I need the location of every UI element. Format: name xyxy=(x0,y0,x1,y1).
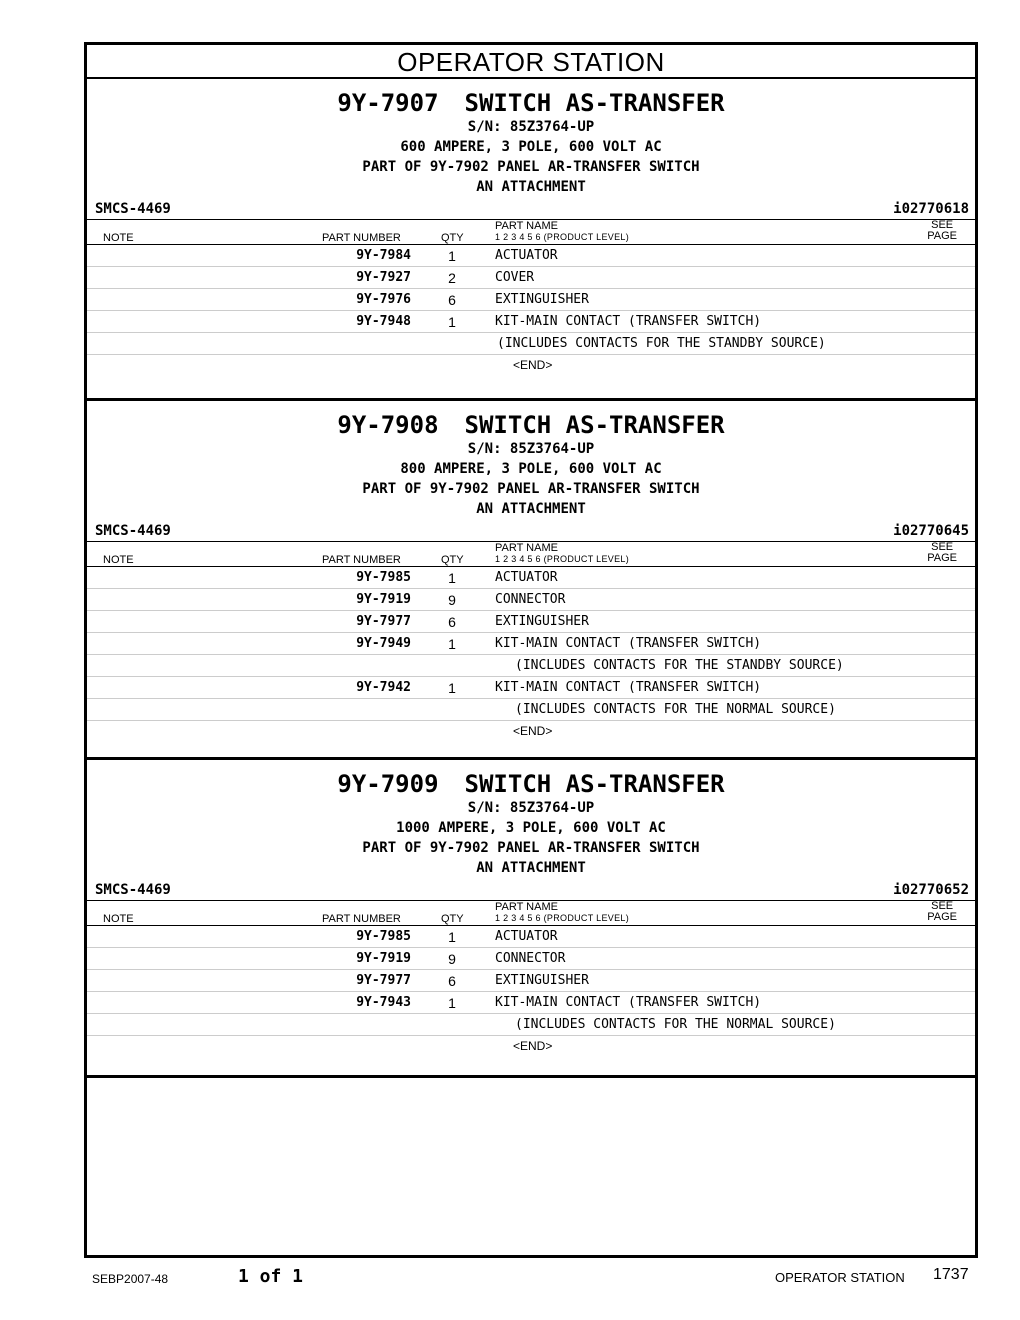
quantity: 1 xyxy=(448,314,456,330)
col-see-page xyxy=(927,220,957,242)
col-qty: QTY xyxy=(441,232,464,244)
end-marker: <END> xyxy=(513,358,553,372)
table-row xyxy=(87,567,975,589)
assembly-name: SWITCH AS-TRANSFER xyxy=(464,411,725,439)
col-part-name: PART NAME xyxy=(495,542,558,554)
part-name: CONNECTOR xyxy=(495,951,566,966)
col-part-name: PART NAME xyxy=(495,901,558,913)
section-header xyxy=(87,411,975,519)
quantity: 2 xyxy=(448,270,456,286)
quantity: 1 xyxy=(448,636,456,652)
part-name: KIT-MAIN CONTACT (TRANSFER SWITCH) xyxy=(495,314,762,329)
part-section xyxy=(87,79,975,401)
part-number: 9Y-7984 xyxy=(356,248,411,263)
part-name: EXTINGUISHER xyxy=(495,973,589,988)
table-row xyxy=(87,970,975,992)
quantity: 1 xyxy=(448,570,456,586)
quantity: 6 xyxy=(448,973,456,989)
assembly-part-number: 9Y-7909 xyxy=(337,770,439,798)
col-page: PAGE xyxy=(927,552,957,564)
col-see-page xyxy=(927,901,957,923)
part-number: 9Y-7927 xyxy=(356,270,411,285)
table-row xyxy=(87,677,975,699)
table-row xyxy=(87,1014,975,1036)
col-product-level: 1 2 3 4 5 6 (PRODUCT LEVEL) xyxy=(495,554,629,564)
table-row xyxy=(87,267,975,289)
col-note: NOTE xyxy=(103,913,134,925)
section-header xyxy=(87,89,975,197)
table-row xyxy=(87,992,975,1014)
serial-number: S/N: 85Z3764-UP xyxy=(467,800,595,816)
part-name: EXTINGUISHER xyxy=(495,292,589,307)
part-number: 9Y-7942 xyxy=(356,680,411,695)
col-page: PAGE xyxy=(927,230,957,242)
attachment: AN ATTACHMENT xyxy=(476,501,586,517)
table-row xyxy=(87,245,975,267)
section-title xyxy=(87,770,975,798)
section-title xyxy=(87,411,975,439)
assembly-part-number: 9Y-7907 xyxy=(337,89,439,117)
col-see: SEE xyxy=(931,900,954,912)
smcs-code: SMCS-4469 xyxy=(95,882,171,898)
quantity: 9 xyxy=(448,951,456,967)
table-row xyxy=(87,289,975,311)
col-page: PAGE xyxy=(927,911,957,923)
table-row xyxy=(87,948,975,970)
quantity: 1 xyxy=(448,248,456,264)
section-meta xyxy=(87,880,975,901)
quantity: 9 xyxy=(448,592,456,608)
col-part-number: PART NUMBER xyxy=(322,913,401,925)
quantity: 1 xyxy=(448,680,456,696)
table-row xyxy=(87,333,975,355)
part-number: 9Y-7977 xyxy=(356,973,411,988)
col-see: SEE xyxy=(931,219,954,231)
part-of: PART OF 9Y-7902 PANEL AR-TRANSFER SWITCH xyxy=(362,159,700,175)
attachment: AN ATTACHMENT xyxy=(476,860,586,876)
rating: 600 AMPERE, 3 POLE, 600 VOLT AC xyxy=(400,139,662,155)
section-meta xyxy=(87,521,975,542)
image-ref: i02770652 xyxy=(893,882,969,898)
assembly-name: SWITCH AS-TRANSFER xyxy=(464,770,725,798)
quantity: 6 xyxy=(448,292,456,308)
section-title xyxy=(87,89,975,117)
end-marker: <END> xyxy=(513,1039,553,1053)
part-name: CONNECTOR xyxy=(495,592,566,607)
col-part-number: PART NUMBER xyxy=(322,232,401,244)
table-row xyxy=(87,589,975,611)
section-header xyxy=(87,770,975,878)
part-section xyxy=(87,760,975,1078)
quantity: 1 xyxy=(448,995,456,1011)
part-name: ACTUATOR xyxy=(495,929,558,944)
part-number: 9Y-7985 xyxy=(356,929,411,944)
part-section xyxy=(87,401,975,760)
part-number: 9Y-7976 xyxy=(356,292,411,307)
table-row xyxy=(87,311,975,333)
rating: 800 AMPERE, 3 POLE, 600 VOLT AC xyxy=(400,461,662,477)
part-name-note: (INCLUDES CONTACTS FOR THE STANDBY SOURCE) xyxy=(497,336,826,351)
part-number: 9Y-7985 xyxy=(356,570,411,585)
column-header xyxy=(87,220,975,245)
page-footer xyxy=(0,1266,1020,1290)
part-number: 9Y-7948 xyxy=(356,314,411,329)
table-row xyxy=(87,926,975,948)
col-note: NOTE xyxy=(103,554,134,566)
col-product-level: 1 2 3 4 5 6 (PRODUCT LEVEL) xyxy=(495,913,629,923)
attachment: AN ATTACHMENT xyxy=(476,179,586,195)
serial-number: S/N: 85Z3764-UP xyxy=(467,119,595,135)
footer-section: OPERATOR STATION xyxy=(775,1270,905,1285)
col-product-level: 1 2 3 4 5 6 (PRODUCT LEVEL) xyxy=(495,232,629,242)
part-number: 9Y-7919 xyxy=(356,592,411,607)
image-ref: i02770645 xyxy=(893,523,969,539)
part-name: EXTINGUISHER xyxy=(495,614,589,629)
page-of: 1 of 1 xyxy=(238,1266,304,1287)
col-part-number: PART NUMBER xyxy=(322,554,401,566)
part-name-note: (INCLUDES CONTACTS FOR THE STANDBY SOURCE) xyxy=(515,658,844,673)
part-number: 9Y-7943 xyxy=(356,995,411,1010)
table-row xyxy=(87,721,975,742)
document-frame xyxy=(84,42,978,1258)
table-row xyxy=(87,655,975,677)
part-of: PART OF 9Y-7902 PANEL AR-TRANSFER SWITCH xyxy=(362,481,700,497)
part-name: COVER xyxy=(495,270,535,285)
part-name: ACTUATOR xyxy=(495,248,558,263)
part-name: KIT-MAIN CONTACT (TRANSFER SWITCH) xyxy=(495,680,762,695)
col-qty: QTY xyxy=(441,554,464,566)
col-qty: QTY xyxy=(441,913,464,925)
part-name-note: (INCLUDES CONTACTS FOR THE NORMAL SOURCE) xyxy=(515,702,836,717)
section-meta xyxy=(87,199,975,220)
col-part-name: PART NAME xyxy=(495,220,558,232)
part-number: 9Y-7949 xyxy=(356,636,411,651)
table-row xyxy=(87,633,975,655)
part-name: KIT-MAIN CONTACT (TRANSFER SWITCH) xyxy=(495,636,762,651)
document-id: SEBP2007-48 xyxy=(92,1272,169,1286)
end-marker: <END> xyxy=(513,724,553,738)
table-row xyxy=(87,1036,975,1057)
quantity: 1 xyxy=(448,929,456,945)
col-see: SEE xyxy=(931,541,954,553)
rating: 1000 AMPERE, 3 POLE, 600 VOLT AC xyxy=(396,820,666,836)
table-row xyxy=(87,611,975,633)
table-row xyxy=(87,355,975,376)
smcs-code: SMCS-4469 xyxy=(95,523,171,539)
quantity: 6 xyxy=(448,614,456,630)
part-number: 9Y-7919 xyxy=(356,951,411,966)
part-name-note: (INCLUDES CONTACTS FOR THE NORMAL SOURCE) xyxy=(515,1017,836,1032)
assembly-part-number: 9Y-7908 xyxy=(337,411,439,439)
part-number: 9Y-7977 xyxy=(356,614,411,629)
part-of: PART OF 9Y-7902 PANEL AR-TRANSFER SWITCH xyxy=(362,840,700,856)
page-number: 1737 xyxy=(933,1266,969,1283)
part-name: ACTUATOR xyxy=(495,570,558,585)
table-row xyxy=(87,699,975,721)
smcs-code: SMCS-4469 xyxy=(95,201,171,217)
col-see-page xyxy=(927,542,957,564)
part-name: KIT-MAIN CONTACT (TRANSFER SWITCH) xyxy=(495,995,762,1010)
column-header xyxy=(87,901,975,926)
serial-number: S/N: 85Z3764-UP xyxy=(467,441,595,457)
image-ref: i02770618 xyxy=(893,201,969,217)
assembly-name: SWITCH AS-TRANSFER xyxy=(464,89,725,117)
column-header xyxy=(87,542,975,567)
col-note: NOTE xyxy=(103,232,134,244)
page-title: OPERATOR STATION xyxy=(87,45,975,79)
